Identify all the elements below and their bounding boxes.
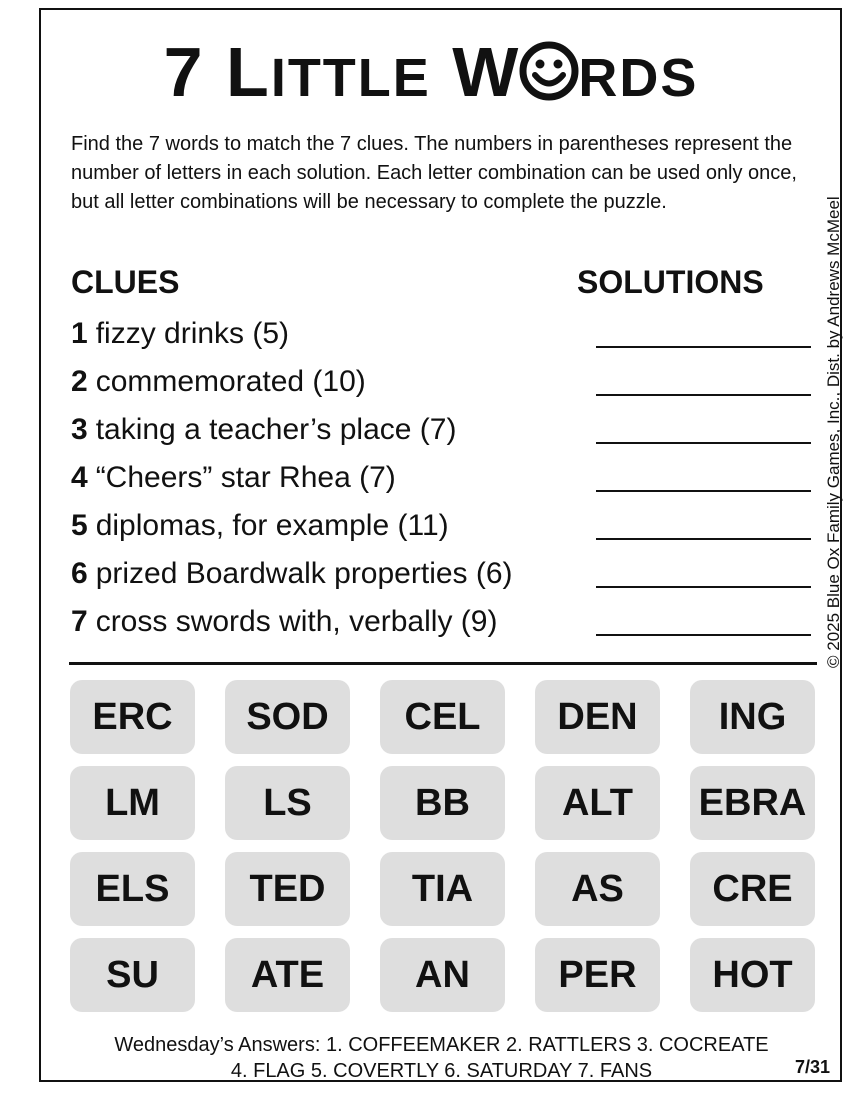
clue-number: 5 bbox=[71, 509, 88, 542]
letter-tile-grid bbox=[70, 680, 818, 1012]
letter-tile[interactable]: LM bbox=[70, 766, 195, 840]
clue-text: commemorated (10) bbox=[95, 365, 366, 398]
clue-number: 3 bbox=[71, 413, 88, 446]
letter-tile[interactable]: ATE bbox=[225, 938, 350, 1012]
clue-number: 4 bbox=[71, 461, 88, 494]
answers-line-2: 4. FLAG 5. COVERTLY 6. SATURDAY 7. FANS bbox=[230, 1060, 653, 1082]
letter-tile[interactable]: TIA bbox=[380, 852, 505, 926]
title-word1-cap: L bbox=[226, 33, 271, 111]
clue-text: prized Boardwalk properties (6) bbox=[95, 557, 513, 590]
clue-number: 1 bbox=[71, 317, 88, 350]
solution-blank[interactable] bbox=[596, 442, 811, 444]
letter-tile[interactable]: TED bbox=[225, 852, 350, 926]
puzzle-title bbox=[41, 32, 821, 118]
clue-text: cross swords with, verbally (9) bbox=[95, 605, 498, 638]
solution-blank[interactable] bbox=[596, 346, 811, 348]
letter-tile[interactable]: CEL bbox=[380, 680, 505, 754]
title-word2-cap: W bbox=[452, 33, 521, 111]
clues-heading: CLUES bbox=[71, 264, 180, 300]
solution-blank[interactable] bbox=[596, 490, 811, 492]
divider bbox=[69, 662, 817, 665]
clue-text: taking a teacher’s place (7) bbox=[95, 413, 457, 446]
solution-blank[interactable] bbox=[596, 586, 811, 588]
puzzle-date: 7/31 bbox=[794, 1057, 830, 1077]
letter-tile[interactable]: AN bbox=[380, 938, 505, 1012]
answers-line-1: Wednesday’s Answers: 1. COFFEEMAKER 2. RATTLERS 3. COCREATE bbox=[114, 1034, 769, 1056]
letter-tile[interactable]: ERC bbox=[70, 680, 195, 754]
clue-text: “Cheers” star Rhea (7) bbox=[95, 461, 396, 494]
clue-row bbox=[71, 310, 811, 358]
letter-tile[interactable]: AS bbox=[535, 852, 660, 926]
title-word1-rest: ITTLE bbox=[270, 48, 431, 108]
clue-list bbox=[71, 310, 811, 646]
clue-row bbox=[71, 406, 811, 454]
letter-tile[interactable]: DEN bbox=[535, 680, 660, 754]
title-number: 7 bbox=[163, 33, 205, 111]
instructions: Find the 7 words to match the 7 clues. The numbers in parentheses represent the number of letters in each solution. Each letter combination can be used only once, but all letter combinations will be necessary to complete the puzzle. bbox=[71, 133, 797, 213]
letter-tile[interactable]: SU bbox=[70, 938, 195, 1012]
clue-row bbox=[71, 454, 811, 502]
clue-text: fizzy drinks (5) bbox=[95, 317, 290, 350]
title-word2-rest: RDS bbox=[578, 48, 699, 108]
clue-number: 6 bbox=[71, 557, 88, 590]
letter-tile[interactable]: BB bbox=[380, 766, 505, 840]
letter-tile[interactable]: CRE bbox=[690, 852, 815, 926]
letter-tile[interactable]: PER bbox=[535, 938, 660, 1012]
smiley-icon bbox=[518, 40, 580, 102]
clue-number: 7 bbox=[71, 605, 88, 638]
solution-blank[interactable] bbox=[596, 394, 811, 396]
letter-tile[interactable]: ING bbox=[690, 680, 815, 754]
puzzle-frame bbox=[39, 8, 842, 1082]
letter-tile[interactable]: SOD bbox=[225, 680, 350, 754]
clue-row bbox=[71, 598, 811, 646]
clue-row bbox=[71, 502, 811, 550]
solution-blank[interactable] bbox=[596, 538, 811, 540]
clue-row bbox=[71, 550, 811, 598]
copyright: © 2025 Blue Ox Family Games, Inc., Dist. by Andrews McMeel bbox=[824, 196, 843, 668]
clue-number: 2 bbox=[71, 365, 88, 398]
solutions-heading: SOLUTIONS bbox=[577, 264, 764, 300]
letter-tile[interactable]: EBRA bbox=[690, 766, 815, 840]
previous-answers bbox=[41, 1032, 842, 1084]
letter-tile[interactable]: ALT bbox=[535, 766, 660, 840]
clue-text: diplomas, for example (11) bbox=[95, 509, 449, 542]
letter-tile[interactable]: HOT bbox=[690, 938, 815, 1012]
solution-blank[interactable] bbox=[596, 634, 811, 636]
clue-row bbox=[71, 358, 811, 406]
letter-tile[interactable]: ELS bbox=[70, 852, 195, 926]
letter-tile[interactable]: LS bbox=[225, 766, 350, 840]
